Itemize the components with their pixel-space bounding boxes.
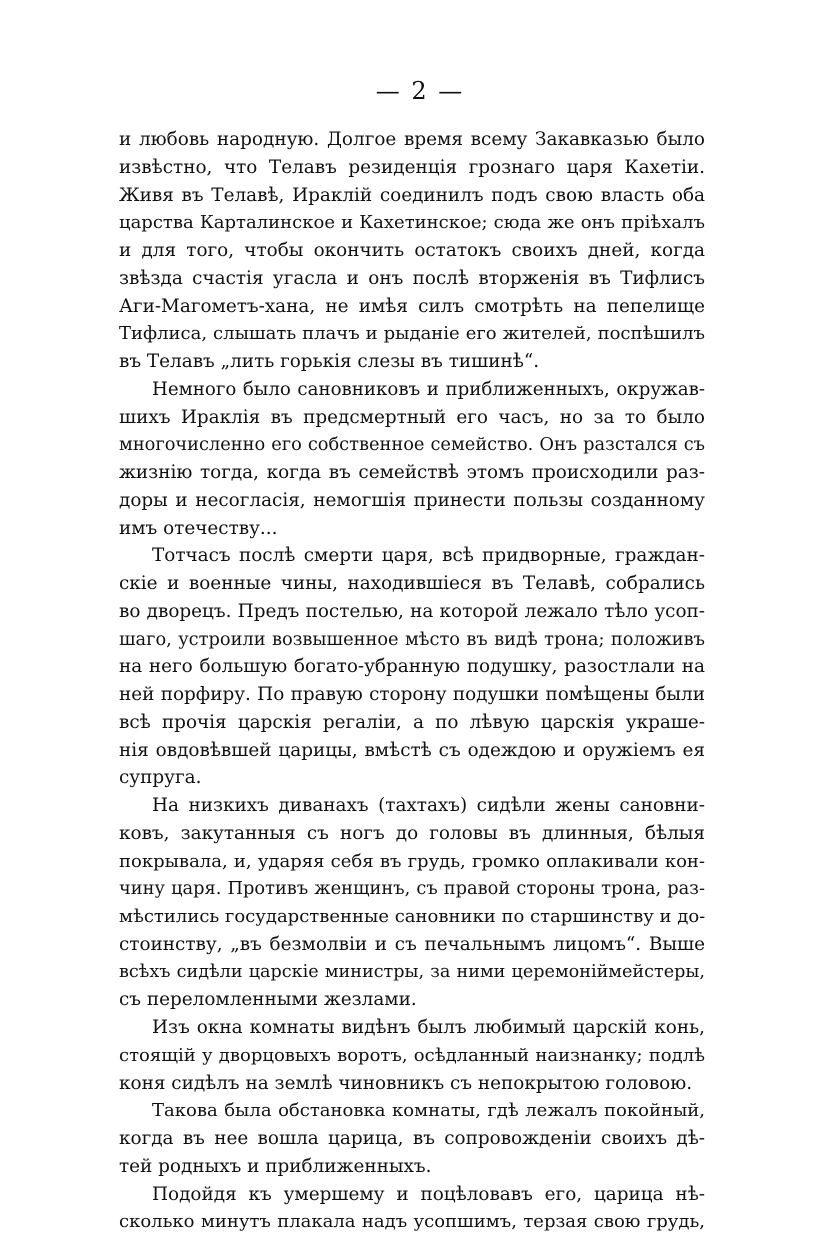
text-line: Аги-Магометъ-хана, не имѣя силъ смотрѣть на пепелище bbox=[119, 293, 705, 321]
text-line: ней порфиру. По правую сторону подушки помѣщены были bbox=[119, 681, 705, 709]
text-line: супруга. bbox=[119, 764, 705, 792]
text-line: чину царя. Противъ женщинъ, съ правой стороны трона, раз- bbox=[119, 875, 705, 903]
paragraph-6 bbox=[119, 1097, 705, 1180]
text-line: ковъ, закутанныя съ ногъ до головы въ длинныя, бѣлыя bbox=[119, 820, 705, 848]
text-line: многочисленно его собственное семейство. Онъ разстался съ bbox=[119, 431, 705, 459]
text-line: шаго, устроили возвышенное мѣсто въ видѣ трона; положивъ bbox=[119, 626, 705, 654]
text-line: имъ отечеству... bbox=[119, 515, 705, 543]
text-line: Такова была обстановка комнаты, гдѣ лежалъ покойный, bbox=[119, 1097, 705, 1125]
text-line: коня сидѣлъ на землѣ чиновникъ съ непокрытою головою. bbox=[119, 1070, 705, 1098]
text-line: всѣхъ сидѣли царскіе министры, за ними церемоніймейстеры, bbox=[119, 959, 705, 987]
text-line: тей родныхъ и приближенныхъ. bbox=[119, 1153, 705, 1181]
text-line: съ переломленными жезлами. bbox=[119, 986, 705, 1014]
text-line: на него большую богато-убранную подушку, разостлали на bbox=[119, 653, 705, 681]
text-line: когда въ нее вошла царица, въ сопровожденіи своихъ дѣ- bbox=[119, 1125, 705, 1153]
text-line: сколько минутъ плакала надъ усопшимъ, терзая свою грудь, bbox=[119, 1208, 705, 1236]
text-line: жизнію тогда, когда въ семействѣ этомъ происходили раз- bbox=[119, 459, 705, 487]
paragraph-5 bbox=[119, 1014, 705, 1097]
text-line: звѣзда счастія угасла и онъ послѣ вторженія въ Тифлисъ bbox=[119, 265, 705, 293]
text-line: во дворецъ. Предъ постелью, на которой лежало тѣло усоп- bbox=[119, 598, 705, 626]
paragraph-3 bbox=[119, 542, 705, 792]
text-line: Немного было сановниковъ и приближенныхъ, окружав- bbox=[119, 376, 705, 404]
text-line: стоящій у дворцовыхъ воротъ, осѣдланный наизнанку; подлѣ bbox=[119, 1042, 705, 1070]
text-line: всѣ прочія царскія регаліи, а по лѣвую царскія украше- bbox=[119, 709, 705, 737]
text-line: извѣстно, что Телавъ резиденція грознаго царя Кахетіи. bbox=[119, 154, 705, 182]
text-line: доры и несогласія, немогшія принести пользы созданному bbox=[119, 487, 705, 515]
text-line: царства Карталинское и Кахетинское; сюда же онъ пріѣхалъ bbox=[119, 209, 705, 237]
text-line: скіе и военные чины, находившіеся въ Телавѣ, собрались bbox=[119, 570, 705, 598]
paragraph-1 bbox=[119, 126, 705, 376]
text-line: Изъ окна комнаты видѣнъ былъ любимый царскій конь, bbox=[119, 1014, 705, 1042]
paragraph-4 bbox=[119, 792, 705, 1014]
text-line: Тифлиса, слышать плачъ и рыданіе его жителей, поспѣшилъ bbox=[119, 320, 705, 348]
text-line: нія овдовѣвшей царицы, вмѣстѣ съ одеждою и оружіемъ ея bbox=[119, 737, 705, 765]
text-line: шихъ Ираклія въ предсмертный его часъ, но за то было bbox=[119, 404, 705, 432]
page-number: — 2 — bbox=[0, 74, 840, 108]
paragraph-2 bbox=[119, 376, 705, 543]
text-line: Тотчасъ послѣ смерти царя, всѣ придворные, граждан- bbox=[119, 542, 705, 570]
text-line: и для того, чтобы окончить остатокъ своихъ дней, когда bbox=[119, 237, 705, 265]
text-line: Подойдя къ умершему и поцѣловавъ его, царица нѣ- bbox=[119, 1181, 705, 1209]
text-line: стоинству, „въ безмолвіи и съ печальнымъ лицомъ“. Выше bbox=[119, 931, 705, 959]
text-line: въ Телавъ „лить горькія слезы въ тишинѣ“. bbox=[119, 348, 705, 376]
body-text bbox=[119, 126, 705, 1236]
text-line: мѣстились государственные сановники по старшинству и до- bbox=[119, 903, 705, 931]
text-line: Живя въ Телавѣ, Ираклій соединилъ подъ свою власть оба bbox=[119, 182, 705, 210]
paragraph-7 bbox=[119, 1181, 705, 1236]
text-line: и любовь народную. Долгое время всему Закавказью было bbox=[119, 126, 705, 154]
text-line: На низкихъ диванахъ (тахтахъ) сидѣли жены сановни- bbox=[119, 792, 705, 820]
text-line: покрывала, и, ударяя себя въ грудь, громко оплакивали кон- bbox=[119, 848, 705, 876]
